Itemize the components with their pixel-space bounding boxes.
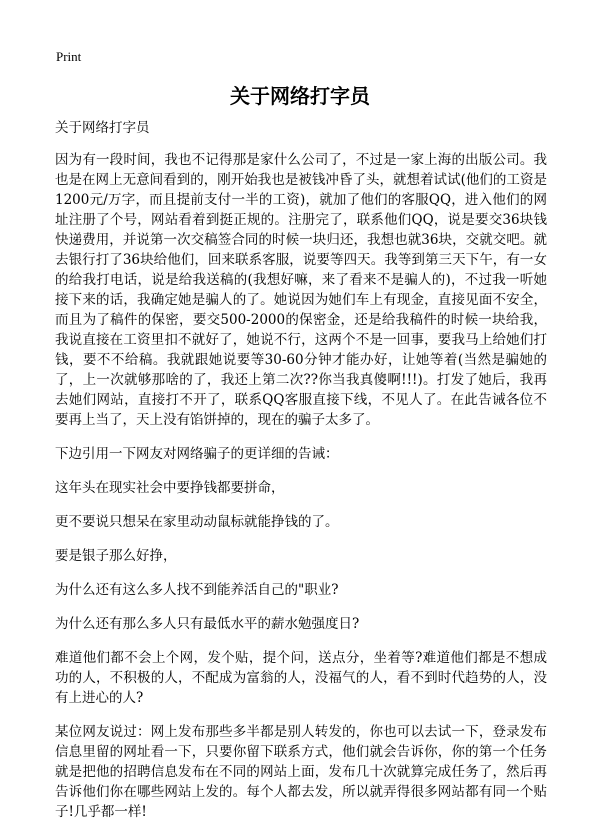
- paragraph-netizen: 某位网友说过：网上发布那些多半都是别人转发的，你也可以去试一下，登录发布信息里留的网址看一下，只要你留下联系方式，他们就会告诉你，你的第一个任务就是把他的招聘信息发布在不同的网站上面，发布几十次就算完成任务了，然后再告诉他们你在哪些网站上发的。每个人都去发，所以就弄得很多网站都有同一个贴子!几乎都一样!: [55, 724, 547, 820]
- paragraph-line: 为什么还有那么多人只有最低水平的薪水勉强度日?: [55, 616, 360, 632]
- article-body: [55, 118, 547, 836]
- paragraph-quote-intro: 下边引用一下网友对网络骗子的更详细的告诫：: [55, 446, 339, 462]
- paragraph-question: 难道他们都不会上个网，发个贴，提个问，送点分，坐着等?难道他们都是不想成功的人，不积极的人，不配成为富翁的人，没福气的人，看不到时代趋势的人，没有上进心的人?: [55, 650, 547, 706]
- paragraph-line: 要是银子那么好挣，: [55, 548, 177, 564]
- article-subtitle: 关于网络打字员: [55, 120, 150, 136]
- paragraph-line: 这年头在现实社会中要挣钱都要拼命，: [55, 480, 285, 496]
- print-link[interactable]: Print: [56, 49, 82, 64]
- paragraph-line: 为什么还有这么多人找不到能养活自己的"职业?: [55, 582, 339, 598]
- paragraph-story: 因为有一段时间，我也不记得那是家什么公司了，不过是一家上海的出版公司。我也是在网上无意间看到的，刚开始我也是被钱冲昏了头，就想着试试(他们的工资是1200元/万字，而且提前支付一半的工资)，就加了他们的客服QQ，进入他们的网址注册了个号，网站看着到挺正规的。注册完了，联系他们QQ，说是要交36块钱快递费用，并说第一次交稿签合同的时候一块归还，我想也就36块，交就交吧。就去银行打了36块给他们，回来联系客服，说要等四天。我等到第三天下午，有一女的给我打电话，说是给我送稿的(我想好嘛，来了看来不是骗人的)，不过我一听她接下来的话，我确定她是骗人的了。她说因为她们车上有现金，直接见面不安全，而且为了稿件的保密，要交500-2000的保密金，还是给我稿件的时候一块给我，我说直接在工资里扣不就好了，她说不行，这两个不是一回事，要我马上给她们打钱，要不不给稿。我就跟她说要等30-60分钟才能办好，让她等着(当然是骗她的了，上一次就够那啥的了，我还上第二次??你当我真傻啊!!!)。打发了她后，我再去她们网站，直接打不开了，联系QQ客服直接下线，不见人了。在此告诫各位不要再上当了，天上没有馅饼掉的，现在的骗子太多了。: [55, 152, 547, 428]
- paragraph-line: 更不要说只想呆在家里动动鼠标就能挣钱的了。: [55, 514, 339, 530]
- page-title: 关于网络打字员: [230, 84, 370, 108]
